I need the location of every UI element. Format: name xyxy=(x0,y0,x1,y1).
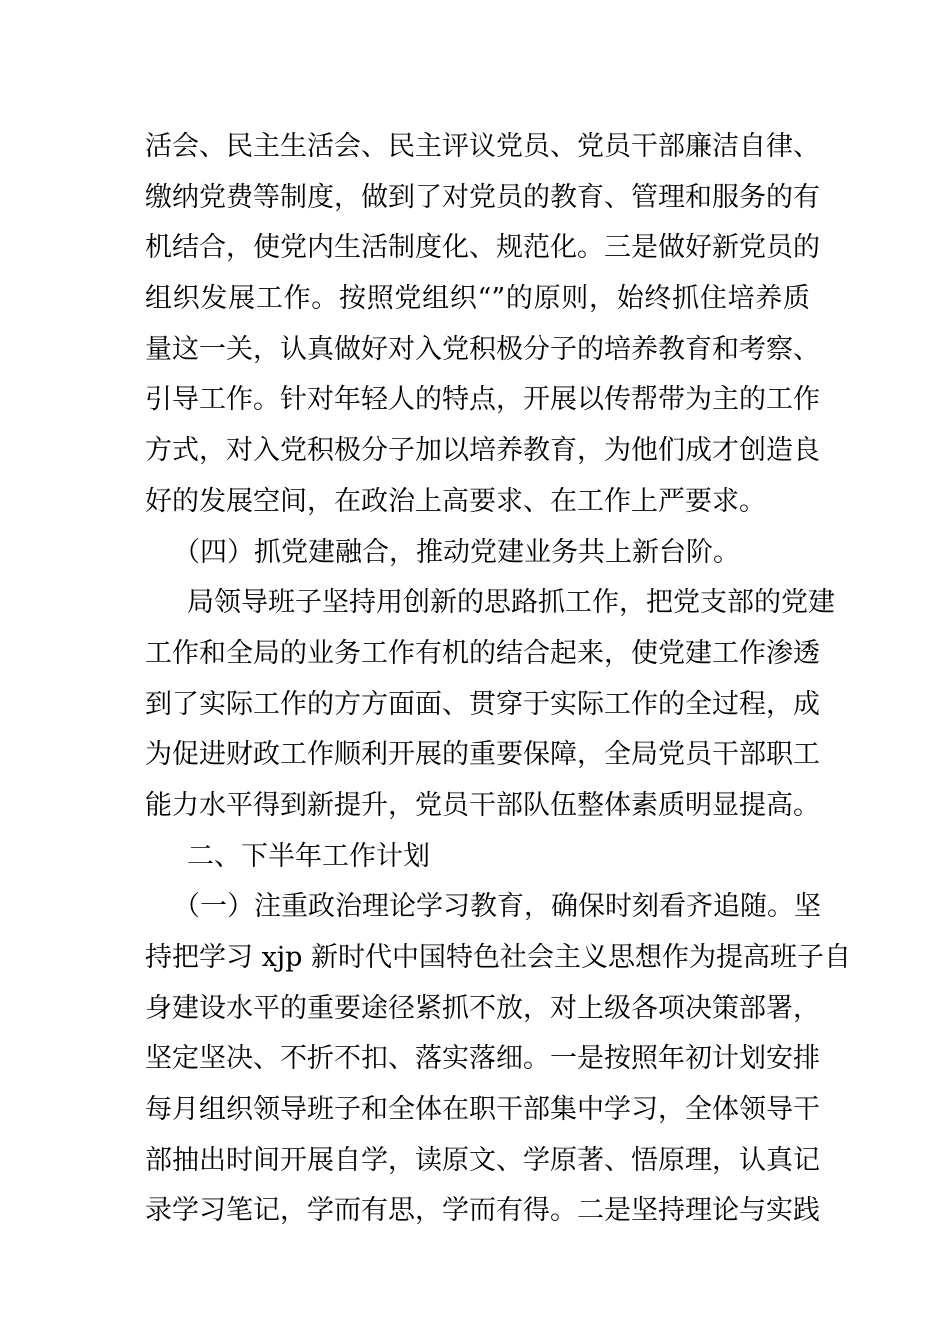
text-line: 机结合，使党内生活制度化、规范化。三是做好新党员的 xyxy=(145,232,820,264)
text-line: 局领导班子坚持用创新的思路抓工作，把党支部的党建 xyxy=(187,587,835,619)
text-line: 部抽出时间开展自学，读原文、学原著、悟原理，认真记 xyxy=(145,1144,820,1176)
text-line: 持把学习 xjp 新时代中国特色社会主义思想作为提高班子自 xyxy=(145,942,852,973)
text-line: 方式，对入党积极分子加以培养教育，为他们成才创造良 xyxy=(145,435,820,467)
text-line: 工作和全局的业务工作有机的结合起来，使党建工作渗透 xyxy=(145,637,820,669)
text-line: 缴纳党费等制度，做到了对党员的教育、管理和服务的有 xyxy=(145,181,820,213)
text-line: 坚定坚决、不折不扣、落实落细。一是按照年初计划安排 xyxy=(145,1043,820,1075)
text-line: 到了实际工作的方方面面、贯穿于实际工作的全过程，成 xyxy=(145,688,820,720)
text-line: 录学习笔记，学而有思，学而有得。二是坚持理论与实践 xyxy=(145,1195,820,1227)
text-line: 为促进财政工作顺利开展的重要保障，全局党员干部职工 xyxy=(145,739,820,771)
text-line: 组织发展工作。按照党组织“”的原则，始终抓住培养质 xyxy=(145,283,810,315)
text-line: 活会、民主生活会、民主评议党员、党员干部廉洁自律、 xyxy=(145,131,820,162)
text-line: 能力水平得到新提升，党员干部队伍整体素质明显提高。 xyxy=(145,789,820,821)
text-line: 量这一关，认真做好对入党积极分子的培养教育和考察、 xyxy=(145,333,820,365)
text-line: 身建设水平的重要途径紧抓不放，对上级各项决策部署， xyxy=(145,992,820,1024)
text-line: 好的发展空间，在政治上高要求、在工作上严要求。 xyxy=(145,485,766,517)
section-heading: 二、下半年工作计划 xyxy=(187,840,430,872)
section-heading: （四）抓党建融合，推动党建业务共上新台阶。 xyxy=(173,536,740,568)
text-line: 引导工作。针对年轻人的特点，开展以传帮带为主的工作 xyxy=(145,384,820,416)
text-line: 每月组织领导班子和全体在职干部集中学习，全体领导干 xyxy=(145,1094,820,1126)
text-line: （一）注重政治理论学习教育，确保时刻看齐追随。坚 xyxy=(173,891,821,923)
document-body xyxy=(145,122,852,1237)
